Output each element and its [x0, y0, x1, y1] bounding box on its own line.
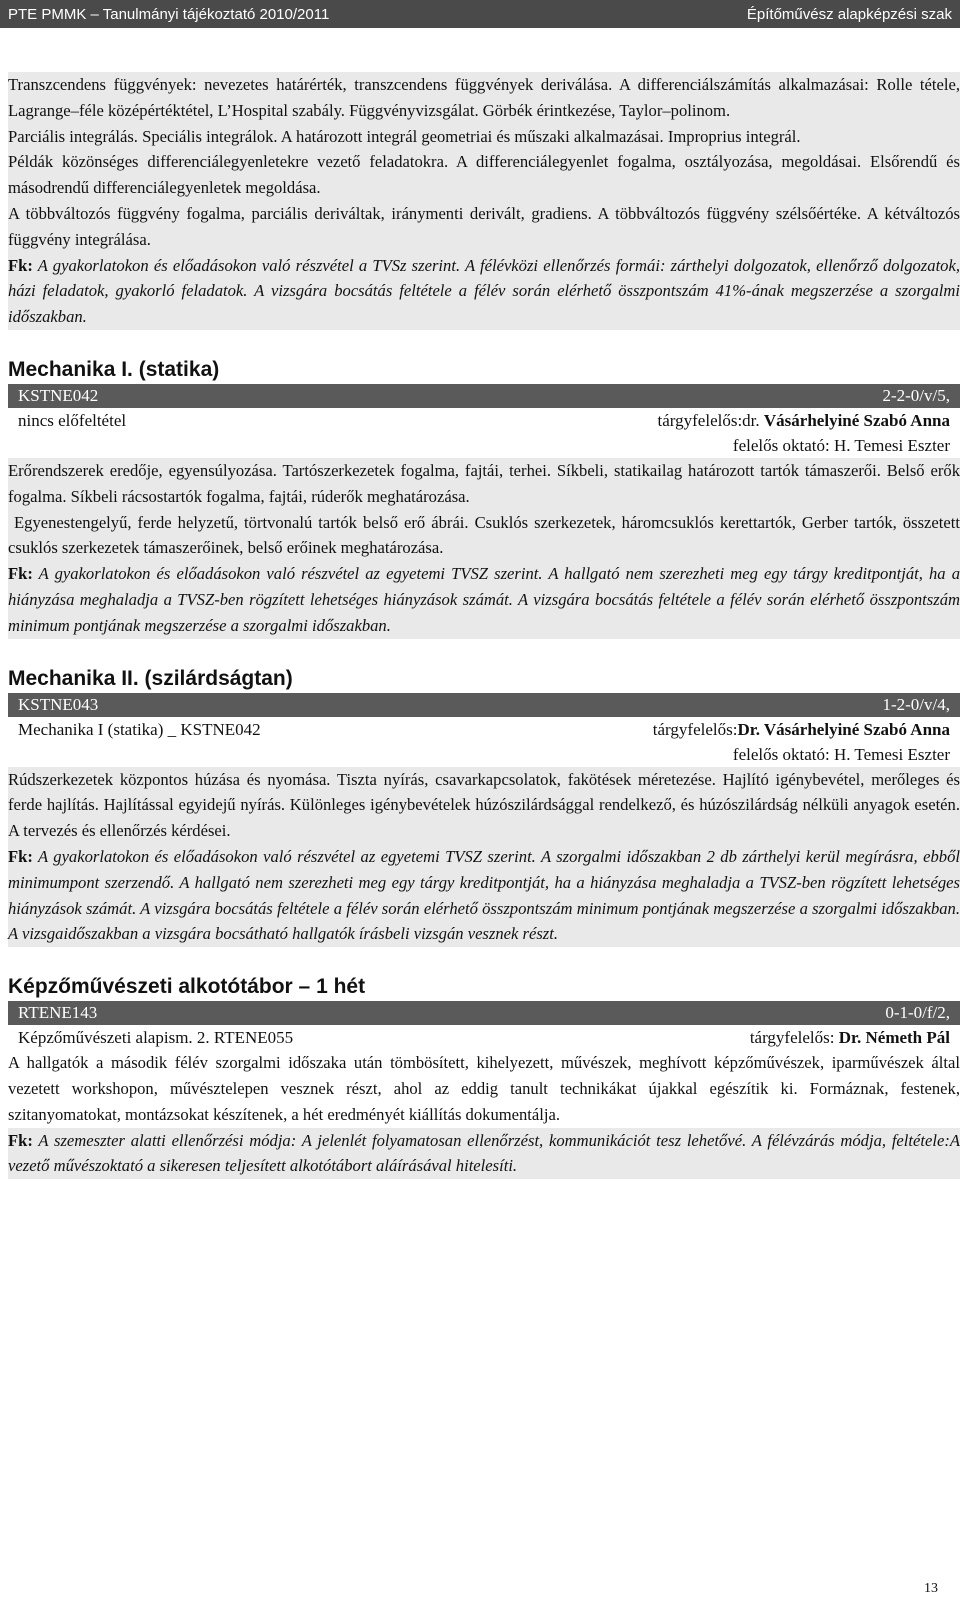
course-code-bar — [8, 384, 960, 408]
course-paragraph: Egyenestengelyű, ferde helyzetű, törtvonalú tartók belső erő ábrái. Csuklós szerkezetek, háromcsuklós kerettartók, Gerber tartók, összetett csuklós szerkezetek támaszerőinek, belső erőinek meghatározása. — [8, 512, 960, 558]
intro-block — [8, 72, 960, 330]
course-meta — [8, 408, 960, 458]
course-meta — [8, 717, 960, 767]
page-header — [0, 0, 960, 28]
fk-text: A szemeszter alatti ellenőrzési módja: A jelenlét folyamatosan ellenőrzést, kommunikációt tesz lehetővé. A félévzárás módja, feltétele:A vezető művészoktató a sikeresen teljesített alkotótábort aláírásával hitelesíti. — [8, 1130, 960, 1176]
fk-label: Fk: — [8, 255, 33, 275]
course-code-bar — [8, 693, 960, 717]
course-code-bar — [8, 1001, 960, 1025]
course-responsible: tárgyfelelős: Dr. Németh Pál — [749, 1028, 950, 1048]
course-description — [8, 1050, 960, 1127]
course-requirements — [8, 561, 960, 638]
document-body — [8, 72, 960, 1179]
intro-paragraph: A többváltozós függvény fogalma, parciális deriváltak, iránymenti derivált, gradiens. A többváltozós függvény szélsőértéke. A kétváltozós függvény integrálása. — [8, 203, 960, 249]
course-description — [8, 767, 960, 948]
course-responsible: tárgyfelelős:dr. Vásárhelyiné Szabó Anna — [657, 410, 950, 430]
header-left-title: PTE PMMK – Tanulmányi tájékoztató 2010/2011 — [8, 5, 330, 23]
course-code: KSTNE042 — [18, 385, 99, 405]
course-prereq: nincs előfeltétel — [18, 410, 127, 430]
course-paragraph: A hallgatók a második félév szorgalmi időszaka után tömbösített, kihelyezett, művészek, meghívott képzőművészek, iparművészek által vezetett workshopon, művésztelepen vesznek részt, ahol az eddig tanult technikákat újakkal egészítik ki. Formáznak, festenek, szitanyomatokat, montázsokat készítenek, a hét eredményét kiállítás dokumentálja. — [8, 1053, 960, 1124]
course-description — [8, 458, 960, 639]
course-code: KSTNE043 — [18, 694, 99, 714]
course-meta — [8, 1025, 960, 1050]
intro-paragraph: Transzcendens függvények: nevezetes határérték, transzcendens függvények deriválása. A differenciálszámítás alkalmazásai: Rolle tétele, Lagrange–féle középértéktétel, L’Hospital szabály. Függvényvizsgálat. Görbék érintkezése, Taylor–polinom. — [8, 75, 960, 120]
course-title: Mechanika I. (statika) — [8, 357, 220, 381]
course-lecturer: felelős oktató: H. Temesi Eszter — [732, 435, 950, 455]
course-alkototabor — [8, 973, 960, 1179]
course-paragraph: Rúdszerkezetek központos húzása és nyomása. Tiszta nyírás, csavarkapcsolatok, fakötések méretezése. Hajlító igénybevétel, merőleges és ferde hajlítás. Hajlítással egyidejű nyírás. Különleges igénybevételek húzószilárdsággal rendelkező, és húzószilárdság nélküli anyagok esetén. A tervezés és ellenőrzés kérdései. — [8, 769, 960, 841]
fk-text: A gyakorlatokon és előadásokon való részvétel az egyetemi TVSZ szerint. A szorgalmi időszakban 2 db zárthelyi kerül megírásra, ebből minimumpont szerzendő. A hallgató nem szerezheti meg egy tárgy kreditpontját, ha a hiányzása meghaladja a TVSZ-ben rögzített lehetséges hiányzások számát. A vizsgára bocsátás feltétele a félév során elérhető összpontszám minimum pontjának megszerzése a szorgalmi időszakban. A vizsgaidőszakban a vizsgára bocsátható hallgatók írásbeli vizsgán vesznek részt. — [8, 846, 960, 944]
intro-paragraph: Parciális integrálás. Speciális integrálok. A határozott integrál geometriai és műszaki alkalmazásai. Improprius integrál. — [8, 126, 801, 146]
course-prereq: Mechanika I (statika) _ KSTNE042 — [18, 719, 261, 739]
course-requirements-block — [8, 1128, 960, 1180]
fk-text: A gyakorlatokon és előadásokon való részvétel a TVSz szerint. A félévközi ellenőrzés formái: zárthelyi dolgozatok, ellenőrző dolgozatok, házi feladatok, gyakorló feladatok. A vizsgára bocsátás feltétele a félév során elérhető összpontszám 41%-ának megszerzése a szorgalmi időszakban. — [8, 255, 960, 327]
course-prereq: Képzőművészeti alapism. 2. RTENE055 — [18, 1028, 294, 1048]
course-mechanika-1 — [8, 356, 960, 639]
course-hours: 2-2-0/v/5, — [882, 385, 950, 405]
course-title: Képzőművészeti alkotótábor – 1 hét — [8, 975, 366, 999]
intro-paragraph: Példák közönséges differenciálegyenletekre vezető feladatokra. A differenciálegyenlet fogalma, osztályozása, megoldásai. Elsőrendű és másodrendű differenciálegyenletek megoldása. — [8, 152, 960, 198]
page-number: 13 — [924, 1581, 938, 1596]
course-requirements — [8, 844, 960, 947]
course-paragraph: Erőrendszerek eredője, egyensúlyozása. Tartószerkezetek fogalma, fajtái, terhei. Síkbeli, statikailag határozott tartók támaszerői. Belső erők fogalma. Síkbeli rácsostartók fogalma, fajtái, rúderők meghatározása. — [8, 460, 960, 506]
course-title: Mechanika II. (szilárdságtan) — [8, 666, 293, 690]
fk-text: A gyakorlatokon és előadásokon való részvétel az egyetemi TVSZ szerint. A hallgató nem szerezheti meg egy tárgy kreditpontját, ha a hiányzása meghaladja a TVSZ-ben rögzített lehetséges hiányzások számát. A vizsgára bocsátás feltétele a félév során elérhető összpontszám minimum pontjának megszerzése a szorgalmi időszakban. — [8, 564, 960, 635]
course-code: RTENE143 — [18, 1003, 98, 1023]
intro-requirements — [8, 253, 960, 330]
course-requirements — [8, 1128, 960, 1180]
fk-label: Fk: — [8, 1130, 33, 1150]
course-mechanika-2 — [8, 665, 960, 948]
fk-label: Fk: — [8, 846, 33, 866]
course-hours: 1-2-0/v/4, — [882, 694, 950, 714]
course-hours: 0-1-0/f/2, — [885, 1003, 950, 1023]
fk-label: Fk: — [8, 564, 33, 584]
header-right-title: Építőművész alapképzési szak — [746, 5, 952, 23]
course-lecturer: felelős oktató: H. Temesi Eszter — [732, 744, 950, 764]
course-responsible: tárgyfelelős:Dr. Vásárhelyiné Szabó Anna — [652, 719, 950, 739]
